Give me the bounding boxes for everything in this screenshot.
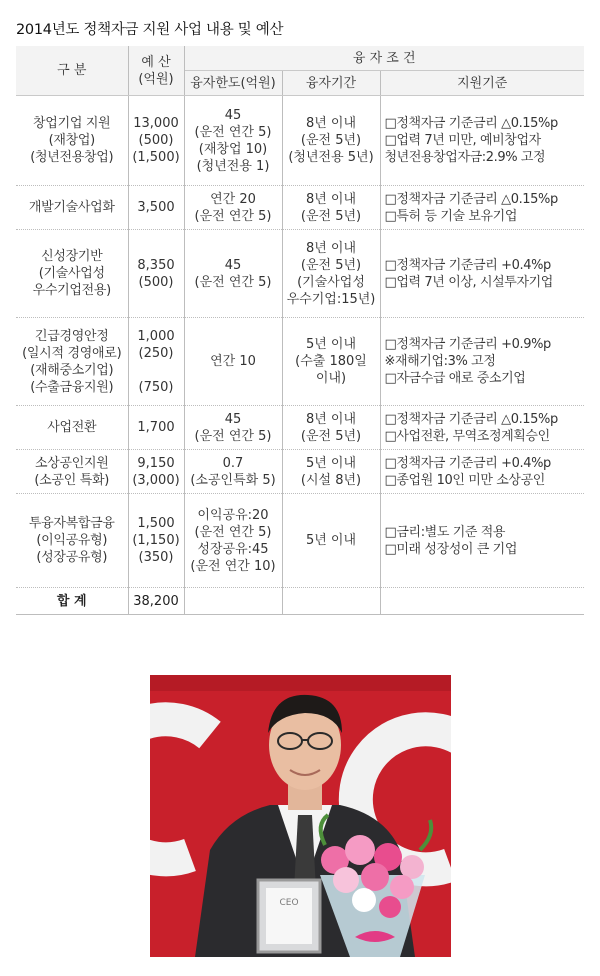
cell-line: 45 xyxy=(224,411,242,427)
cell-line: 5년 이내 xyxy=(305,533,357,548)
loan-limit-cell xyxy=(184,494,282,588)
header-category: 구 분 xyxy=(16,46,128,96)
loan-period-cell xyxy=(282,450,380,494)
flower xyxy=(352,888,376,912)
criteria-cell xyxy=(380,494,584,588)
category-cell xyxy=(16,96,128,186)
loan-limit-cell xyxy=(184,406,282,450)
category-cell xyxy=(16,450,128,494)
cell-line: (소공인특화 5) xyxy=(190,472,276,488)
cell-line: 5년 이내 xyxy=(305,337,357,352)
total-empty-cell xyxy=(184,588,282,615)
cell-line: (시설 8년) xyxy=(300,472,362,488)
cell-line: □정책자금 기준금리 +0.4%p xyxy=(384,257,551,273)
cell-line: □종업원 10인 미만 소상공인 xyxy=(384,472,545,488)
cell-line: (750) xyxy=(138,379,174,395)
category-cell xyxy=(16,494,128,588)
cell-line: □미래 성장성이 큰 기업 xyxy=(384,541,518,557)
cell-line: (수출금융지원) xyxy=(30,379,114,395)
award-photo-image xyxy=(150,675,451,957)
cell-line: (운전 연간 5) xyxy=(194,524,272,540)
table-title: 2014년도 정책자금 지원 사업 내용 및 예산 xyxy=(16,22,284,38)
header-budget-line2: (억원) xyxy=(138,71,174,87)
cell-line: 긴급경영안정 xyxy=(34,328,109,344)
cell-line: (운전 연간 5) xyxy=(194,124,272,140)
total-empty-cell xyxy=(282,588,380,615)
cell-line: 이익공유:20 xyxy=(197,507,269,523)
category-cell xyxy=(16,230,128,318)
budget-cell xyxy=(128,230,184,318)
criteria-cell xyxy=(380,450,584,494)
header-loan-conditions: 융 자 조 건 xyxy=(184,46,584,71)
header-loan-period: 융자기간 xyxy=(282,71,380,96)
cell-line: □정책자금 기준금리 +0.9%p xyxy=(384,337,551,352)
category-cell xyxy=(16,406,128,450)
flower xyxy=(333,867,359,893)
cell-line: □자금수급 애로 중소기업 xyxy=(384,371,526,386)
cell-line: 이내) xyxy=(315,371,347,386)
cell-line: (1,150) xyxy=(132,533,180,548)
flower xyxy=(345,835,375,865)
cell-line: 8년 이내 xyxy=(305,116,357,131)
cell-line: 청년전용창업자금:2.9% 고정 xyxy=(384,150,546,165)
cell-line: (재창업) xyxy=(48,133,95,148)
award-photo xyxy=(150,675,451,957)
cell-line: □업력 7년 미만, 예비창업자 xyxy=(384,133,541,148)
cell-line: (운전 연간 5) xyxy=(194,428,272,444)
header-budget-line1: 예 산 xyxy=(141,54,171,70)
flower xyxy=(379,896,401,918)
cell-line: (1,500) xyxy=(132,150,180,165)
cell-line: 1,500 xyxy=(137,516,175,531)
cell-line: (500) xyxy=(138,274,174,290)
cell-line: 연간 20 xyxy=(210,191,256,207)
loan-limit-cell xyxy=(184,186,282,230)
cell-line: (성장공유형) xyxy=(36,550,108,565)
award-plaque xyxy=(258,880,320,952)
cell-line: 신성장기반 xyxy=(41,249,103,264)
budget-cell xyxy=(128,186,184,230)
cell-line: (운전 5년) xyxy=(300,428,362,444)
cell-line: 3,500 xyxy=(137,200,175,215)
total-row xyxy=(16,588,584,615)
cell-line: 창업기업 지원 xyxy=(33,116,111,131)
cell-line: 성장공유:45 xyxy=(197,541,269,557)
loan-period-cell xyxy=(282,96,380,186)
loan-limit-cell xyxy=(184,450,282,494)
cell-line: 사업전환 xyxy=(47,420,97,435)
flower xyxy=(361,863,389,891)
cell-line: 8,350 xyxy=(137,257,175,273)
total-empty-cell xyxy=(380,588,584,615)
cell-line: 5년 이내 xyxy=(305,455,357,471)
table-row xyxy=(16,450,584,494)
backdrop-top-band xyxy=(150,675,451,691)
loan-limit-cell xyxy=(184,318,282,406)
flower xyxy=(390,875,414,899)
loan-period-cell xyxy=(282,494,380,588)
budget-cell xyxy=(128,450,184,494)
header-loan-limit: 융자한도(억원) xyxy=(184,71,282,96)
table-row xyxy=(16,230,584,318)
cell-line: (소공인 특화) xyxy=(34,472,110,488)
loan-limit-cell xyxy=(184,230,282,318)
loan-limit-cell xyxy=(184,96,282,186)
cell-line: (운전 연간 5) xyxy=(194,208,272,224)
cell-line: □금리:별도 기준 적용 xyxy=(384,524,506,540)
cell-line: 0.7 xyxy=(222,455,244,471)
cell-line: □특허 등 기술 보유기업 xyxy=(384,208,518,224)
budget-cell xyxy=(128,318,184,406)
plaque-text: CEO xyxy=(279,898,299,908)
cell-line: 8년 이내 xyxy=(305,240,357,256)
cell-line: □사업전환, 무역조정계획승인 xyxy=(384,428,550,444)
budget-table xyxy=(16,46,584,615)
cell-line: 1,700 xyxy=(137,420,175,435)
cell-line: (수출 180일 xyxy=(295,354,367,369)
loan-period-cell xyxy=(282,406,380,450)
table-row xyxy=(16,96,584,186)
loan-period-cell xyxy=(282,230,380,318)
cell-line: (일시적 경영애로) xyxy=(22,345,122,361)
table-row xyxy=(16,186,584,230)
cell-line: 1,000 xyxy=(137,328,175,344)
table-row xyxy=(16,494,584,588)
header-support-criteria: 지원기준 xyxy=(380,71,584,96)
criteria-cell xyxy=(380,406,584,450)
cell-line: (청년전용창업) xyxy=(30,150,114,165)
plaque-face xyxy=(266,888,312,944)
table-row xyxy=(16,318,584,406)
category-cell xyxy=(16,318,128,406)
total-label: 합 계 xyxy=(16,588,128,615)
category-cell xyxy=(16,186,128,230)
cell-line: □정책자금 기준금리 △0.15%p xyxy=(384,191,558,207)
cell-line: (이익공유형) xyxy=(36,533,108,548)
cell-line: 소상공인지원 xyxy=(34,455,109,471)
cell-line: (재해중소기업) xyxy=(30,362,114,378)
cell-line: 8년 이내 xyxy=(305,411,357,427)
cell-line: (청년전용 5년) xyxy=(288,150,374,165)
cell-line: (기술사업성 xyxy=(38,266,105,281)
cell-line: 투융자복합금융 xyxy=(28,516,115,531)
cell-line: 13,000 xyxy=(133,116,179,131)
budget-cell xyxy=(128,96,184,186)
cell-line: (청년전용 1) xyxy=(196,158,270,174)
table-body xyxy=(16,96,584,588)
cell-line: 우수기업전용) xyxy=(32,283,111,298)
loan-period-cell xyxy=(282,318,380,406)
cell-line: (운전 연간 5) xyxy=(194,274,272,290)
cell-line: □업력 7년 이상, 시설투자기업 xyxy=(384,274,553,290)
cell-line: (3,000) xyxy=(132,472,180,488)
cell-line: 45 xyxy=(224,107,242,123)
cell-line: (350) xyxy=(138,550,174,565)
cell-line: (250) xyxy=(138,345,174,361)
total-amount: 38,200 xyxy=(128,588,184,615)
cell-line: 45 xyxy=(224,257,242,273)
cell-line: 9,150 xyxy=(137,455,175,471)
cell-line: 연간 10 xyxy=(210,354,256,369)
cell-line: (기술사업성 xyxy=(297,274,365,290)
cell-line: □정책자금 기준금리 △0.15%p xyxy=(384,116,558,131)
loan-period-cell xyxy=(282,186,380,230)
cell-line: (재창업 10) xyxy=(198,141,268,157)
cell-line: 8년 이내 xyxy=(305,191,357,207)
cell-line: □정책자금 기준금리 +0.4%p xyxy=(384,455,551,471)
criteria-cell xyxy=(380,186,584,230)
cell-line: (운전 5년) xyxy=(300,133,362,148)
budget-cell xyxy=(128,494,184,588)
cell-line: (500) xyxy=(138,133,174,148)
cell-line: 우수기업:15년) xyxy=(286,291,376,307)
criteria-cell xyxy=(380,96,584,186)
header-budget xyxy=(128,46,184,96)
criteria-cell xyxy=(380,230,584,318)
cell-line: (운전 5년) xyxy=(300,257,362,273)
criteria-cell xyxy=(380,318,584,406)
budget-cell xyxy=(128,406,184,450)
table-row xyxy=(16,406,584,450)
cell-line: 개발기술사업화 xyxy=(28,200,115,215)
cell-line: ※재해기업:3% 고정 xyxy=(384,354,496,369)
cell-line: □정책자금 기준금리 △0.15%p xyxy=(384,411,558,427)
cell-line xyxy=(129,362,184,379)
cell-line: (운전 연간 10) xyxy=(190,558,276,574)
cell-line: (운전 5년) xyxy=(300,208,362,224)
